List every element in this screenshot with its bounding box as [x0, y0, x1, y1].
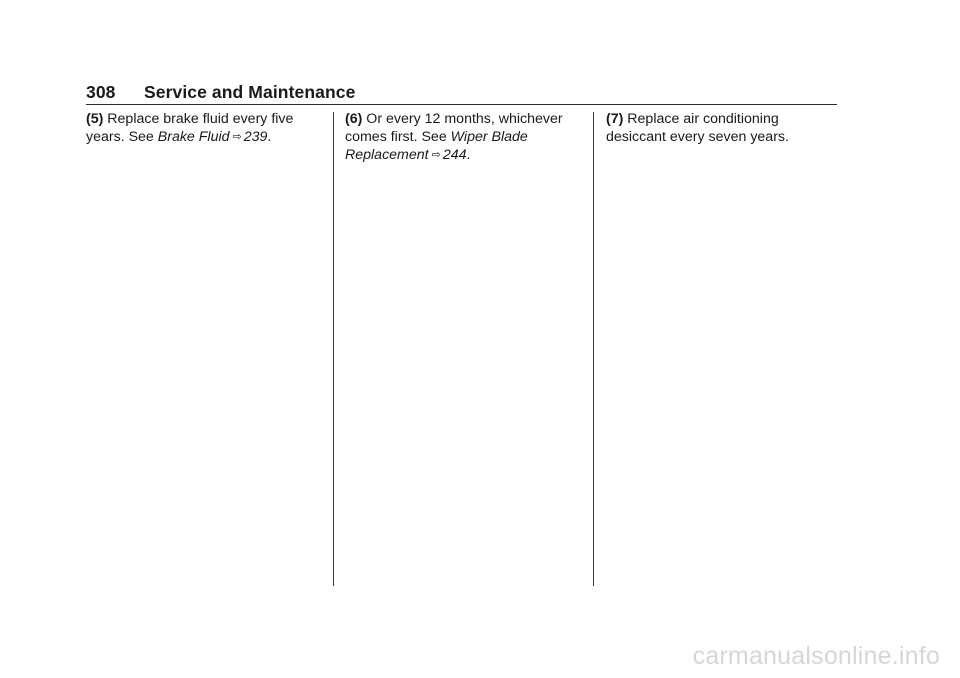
- note-text: years. See: [86, 129, 158, 145]
- note-text: Or every 12 months, whichever: [366, 111, 563, 127]
- column-divider: [593, 112, 594, 586]
- note-5: [86, 110, 322, 146]
- note-text: comes first. See: [345, 129, 451, 145]
- note-6: [345, 110, 581, 164]
- note-number: (6): [345, 111, 363, 127]
- note-text: Replace brake fluid every five: [107, 111, 294, 127]
- section-title: Service and Maintenance: [144, 82, 356, 102]
- note-7: [606, 110, 842, 146]
- note-suffix: .: [267, 129, 272, 145]
- reference-page-number[interactable]: 244: [442, 147, 467, 163]
- page-reference-arrow-icon: ⇨: [431, 149, 441, 161]
- note-text: desiccant every seven years.: [606, 129, 789, 145]
- reference-link-brake-fluid[interactable]: Brake Fluid: [157, 129, 230, 145]
- page-number: 308: [86, 82, 116, 102]
- header-rule: [86, 104, 837, 105]
- watermark: carmanualsonline.info: [692, 642, 940, 670]
- note-suffix: .: [466, 147, 471, 163]
- reference-page-number[interactable]: 239: [243, 129, 268, 145]
- note-text: Replace air conditioning: [627, 111, 779, 127]
- reference-link-replacement[interactable]: Replacement: [345, 147, 429, 163]
- page-header: [86, 82, 355, 106]
- reference-link-wiper-blade[interactable]: Wiper Blade: [450, 129, 528, 145]
- page-reference-arrow-icon: ⇨: [232, 131, 242, 143]
- column-divider: [333, 112, 334, 586]
- note-number: (7): [606, 111, 624, 127]
- note-number: (5): [86, 111, 104, 127]
